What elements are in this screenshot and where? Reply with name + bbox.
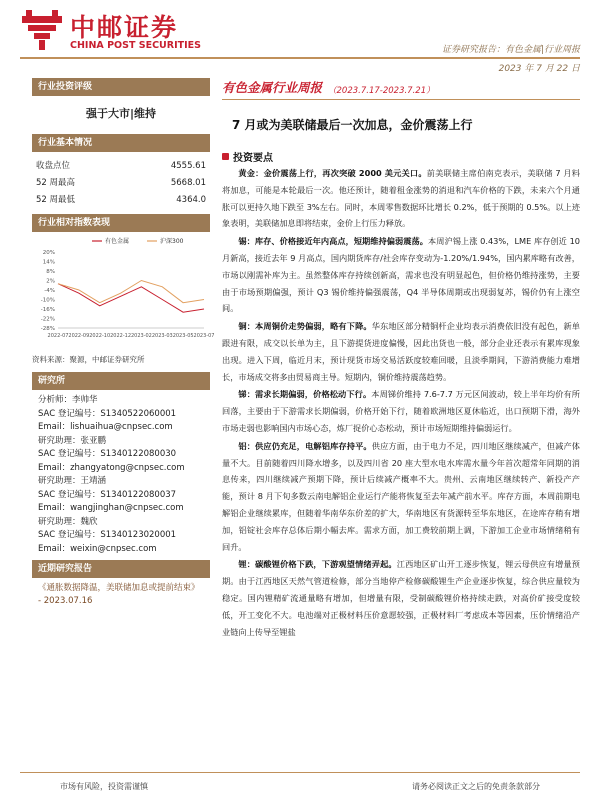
basic-value: 4364.0 [176,195,206,205]
analyst-line: 研究助理：张亚鹏 [38,435,107,446]
report-period: （2023.7.17-2023.7.21） [328,86,435,96]
basic-info-table [32,152,210,214]
rating-heading: 行业投资评级 [32,78,210,96]
paragraph-text: 本周沪锡上涨 0.43%，LME 库存创近 10 月新高，接近去年 9 月高点，国内期货库存/社会库存变动为-1.20%/1.94%，国内累库略有改善，市场以刚需补库为主。虽然整体库存持续创新高，需求也没有明显起色，但价格仍维持涨势，主要由于市场预期偏强，预计 Q3 锡价维持偏强震荡，Q4 半导体周期或出现弱复苏，锡价仍有上涨空间。 [222,236,580,314]
y-tick-label: 20% [42,250,55,256]
analyst-line: 分析师：李帅华 [38,395,98,405]
breadcrumb: 证券研究报告：有色金属|行业周报 [441,45,580,55]
x-tick-label: 2023-03 [151,333,173,339]
report-date: 2023 年 7 月 22 日 [498,64,580,74]
paragraph [222,438,580,556]
bullet-icon [222,153,229,160]
legend-label: 沪深300 [160,238,184,245]
basic-value: 4555.61 [170,161,206,171]
y-tick-label: -10% [40,297,55,304]
x-tick-label: 2023-07 [193,333,215,339]
analyst-line[interactable]: Email：lishuaihua@cnpsec.com [38,422,173,432]
header-divider [20,57,580,59]
basic-row [32,158,210,175]
y-tick-label: 14% [42,259,55,266]
x-tick-label: 2023-05 [172,333,194,339]
basic-label: 52 周最低 [36,195,76,205]
performance-chart [32,232,215,350]
logo-chinese: 中邮证券 [70,13,179,42]
footer-notice: 请务必阅读正文之后的免责条款部分 [412,782,540,791]
basic-value: 5668.01 [170,178,206,188]
analyst-line: 研究助理：王靖涵 [38,476,107,486]
x-tick-label: 2022-12 [110,333,132,339]
analyst-line: SAC 登记编号：S1340122080037 [38,489,177,500]
rating-value: 强于大市|维持 [85,107,157,120]
left-sidebar [32,78,215,612]
paragraph-lead: 黄金：金价震荡上行，再次突破 2000 美元关口。 [238,168,427,178]
paragraph-text: 本周锑价维持 7.6-7.7 万元区间波动，较上半年均价有所回落，主要由于下游需求长期偏弱，价格开始下行，随着欧洲地区夏休临近，出口预期下滑，海外市场走弱也影响国内市场心态，炼厂捉价心态松动，预计市场短期维持偏弱运行。 [222,389,580,433]
report-title: 有色金属行业周报 [222,80,323,95]
analyst-line[interactable]: Email：weixin@cnpsec.com [38,543,157,554]
analyst-heading: 研究所 [32,372,210,390]
analyst-line: SAC 登记编号：S1340522060001 [38,408,177,419]
paragraph-lead: 铝：供应仍充足，电解铝库存持平。 [238,440,372,451]
basic-row [32,175,210,192]
paragraph-text: 供应方面，由于电力不足，四川地区继续减产，但减产体量不大。目前随着四川降水增多，以及四川省 20 座大型水电水库需水量今年首次超常年同期的消息传来，四川继续减产预期下降，预计后续减产概率不大。贵州、云南地区继续转产、新投产产能，预计 8 月下旬多数云南电解铝企业运行产能将恢复至去年减产前水平。库存方面，本周前期电解铝企业继续累库，但随着华南华东价差的扩大，华南地区有货源转至华东地区，在途库存稍有增加，铝锭社会库存总体后期小幅去库。需求方面，加工费较前期上调，下游加工企业市场情绪稍有回升。 [222,440,580,552]
paragraph [222,233,580,317]
paragraph-text: 前美联储主席伯南克表示，美联储 7 月料将加息，可能是本轮最后一次。他还预计，随着租金涨势的消退和汽车价格的下跌，未来六个月通胀可以更持久地下跌至 3%左右。同时，本周零售数据环比增长 0.2%，低于预期的 0.5%。以上迹象表明，美联储加息即将结束，金价上行压力释放。 [222,168,580,229]
x-tick-label: 2022-10 [89,333,111,339]
logo-mark-icon [20,8,64,52]
legend-label: 有色金属 [105,238,130,245]
paragraph [222,318,580,385]
x-tick-label: 2022-09 [68,333,90,339]
points-heading [222,148,580,164]
analyst-list [32,390,210,560]
y-tick-label: -28% [40,326,55,332]
performance-heading: 行业相对指数表现 [32,214,210,232]
chart-source: 资料来源：聚源，中邮证券研究所 [32,355,145,364]
analyst-line[interactable]: Email：zhangyatong@cnpsec.com [38,462,185,473]
y-tick-label: 2% [46,278,55,285]
logo-english: CHINA POST SECURITIES [70,40,201,51]
analyst-line[interactable]: Email：wangjinghan@cnpsec.com [38,503,184,513]
basic-label: 收盘点位 [36,161,71,171]
x-tick-label: 2023-02 [130,333,152,339]
paragraph [222,165,580,232]
paragraph-text: 华东地区部分精铜杆企业均表示消费依旧没有起色，新单跟进有限，成交以长单为主，且下游提货进度偏慢，因此出货也一般，部分企业还表示有累库现象出现。进入下周，临近月末，预计现货市场交易活跃度较难回暖，且淡季期间，下游消费能力难增长，市场成交将多由贸易商主导。短期内，铜价维持震荡趋势。 [222,321,580,382]
paragraph-lead: 锂：碳酸锂价格下跌，下游观望情绪弄起。 [238,559,397,570]
basic-label: 52 周最高 [36,178,76,188]
footer-divider [20,772,580,773]
main-content [222,78,580,674]
y-tick-label: -4% [44,288,55,294]
analyst-line: SAC 登记编号：S1340123020001 [38,530,177,540]
y-tick-label: -22% [40,316,55,323]
paragraph-lead: 锡：库存、价格接近年内高点，短期维持偏弱震荡。 [238,236,429,247]
series-line [58,284,204,313]
paragraph-lead: 锑：需求长期偏弱，价格松动下行。 [238,389,372,400]
y-tick-label: 8% [46,269,55,275]
paragraph [222,556,580,674]
headline: 7 月或为美联储最后一次加息，金价震荡上行 [232,118,473,132]
footer-disclaimer: 市场有风险，投资需谨慎 [60,782,148,791]
points-title: 投资要点 [233,152,273,164]
basic-info-heading: 行业基本情况 [32,134,210,152]
x-tick-label: 2022-07 [47,333,69,339]
recent-report-link[interactable]: 《通胀数据降温，美联储加息或提前结束》 - 2023.07.16 [38,583,200,606]
analyst-line: SAC 登记编号：S1340122080030 [38,449,177,459]
paragraph-text: 江西地区矿山开工逐步恢复，锂云母供应有增量预期。由于江西地区天然气管道检修，部分当地停产检修碳酸锂生产企业逐步恢复，综合供应量较为稳定。国内锂精矿流通量略有增加，但增量有限，受制碳酸锂价格持续走跌，对高价矿接受度较低，开工变化不大。电池端对正极材料压价意愿较强，正极材料厂考虑成本等因素，压价情绪沿产业链向上传导至锂盐 [222,559,580,637]
company-logo [20,6,220,52]
paragraphs [222,165,580,674]
y-tick-label: -16% [40,307,55,313]
analyst-line: 研究助理：魏欣 [38,516,98,527]
basic-row [32,192,210,209]
paragraph-lead: 铜：本周铜价走势偏弱，略有下降。 [238,321,372,332]
report-title-bar [222,78,580,100]
recent-reports-heading: 近期研究报告 [32,560,210,578]
paragraph [222,386,580,436]
performance-chart-svg [32,232,215,350]
